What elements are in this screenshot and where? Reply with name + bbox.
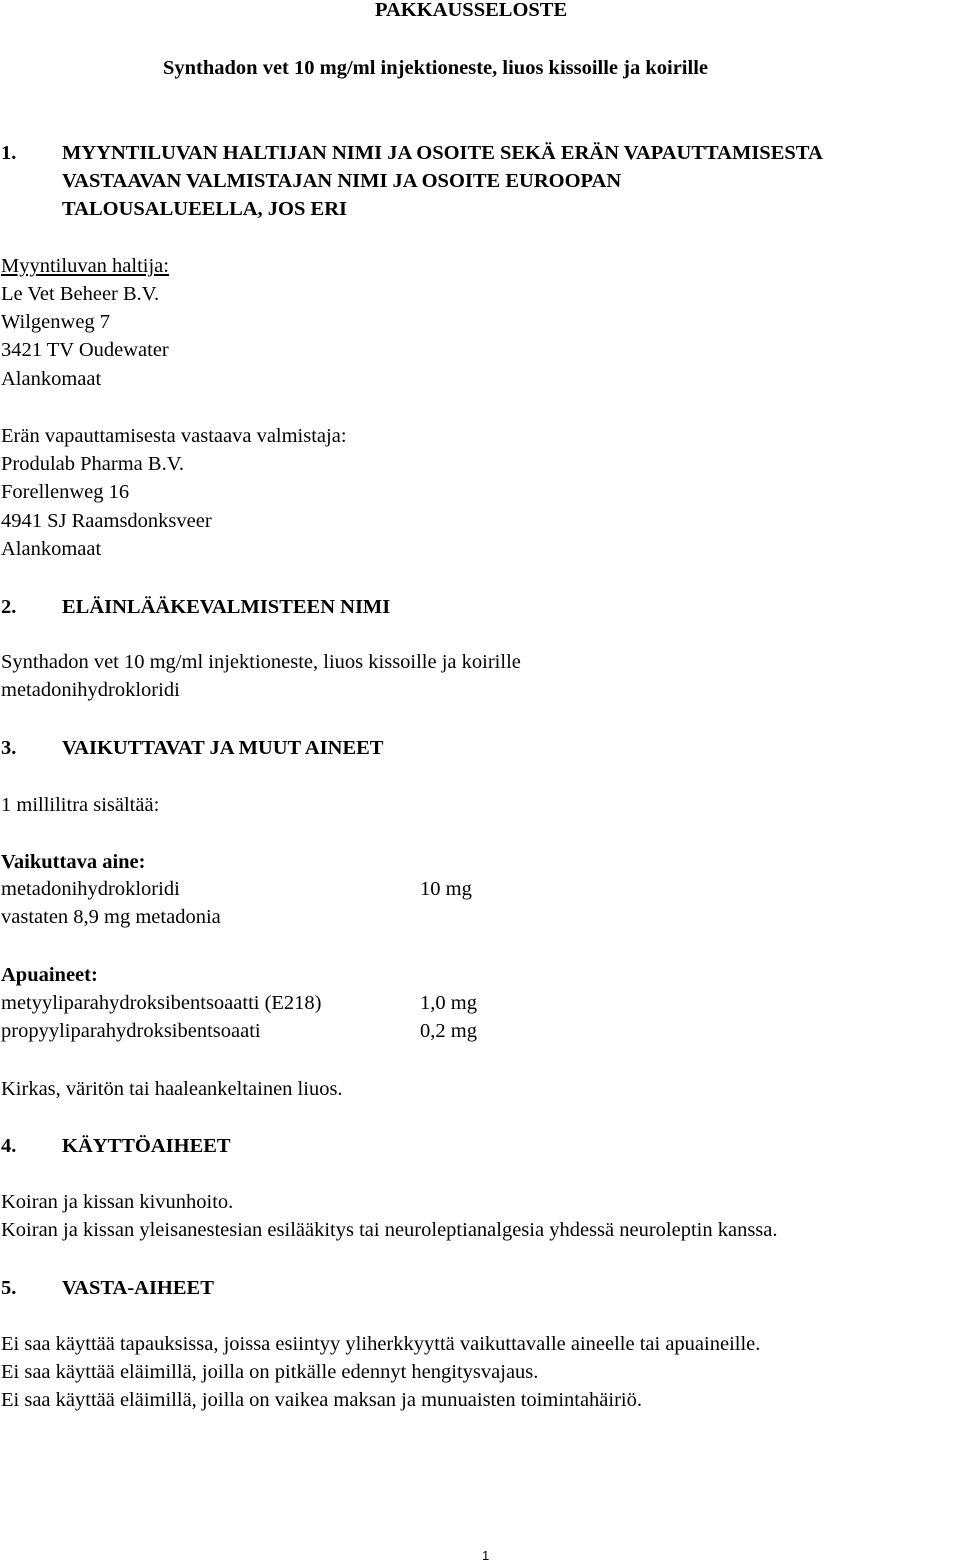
section-3-number: 3. bbox=[1, 737, 17, 759]
document-title: PAKKAUSSELOSTE bbox=[375, 0, 568, 21]
holder-label: Myyntiluvan haltija: bbox=[1, 255, 169, 277]
section-1-number: 1. bbox=[1, 142, 17, 164]
holder-line-name: Le Vet Beheer B.V. bbox=[1, 283, 160, 305]
manufacturer-line-country: Alankomaat bbox=[1, 538, 102, 560]
excipient-amount: 0,2 mg bbox=[420, 1020, 477, 1042]
active-substance-name: metadonihydrokloridi bbox=[1, 878, 180, 900]
contraindication-line: Ei saa käyttää eläimillä, joilla on vaikea maksan ja munuaisten toimintahäiriö. bbox=[1, 1389, 642, 1411]
holder-line-city: 3421 TV Oudewater bbox=[1, 339, 169, 361]
excipients-label: Apuaineet: bbox=[1, 964, 98, 986]
indication-line: Koiran ja kissan yleisanestesian esilääkitys tai neuroleptianalgesia yhdessä neuroleptin kanssa. bbox=[1, 1219, 778, 1241]
active-substance-equivalent: vastaten 8,9 mg metadonia bbox=[1, 906, 221, 928]
indication-line: Koiran ja kissan kivunhoito. bbox=[1, 1191, 234, 1213]
excipient-name: propyyliparahydroksibentsoaati bbox=[1, 1020, 261, 1042]
excipient-name: metyyliparahydroksibentsoaatti (E218) bbox=[1, 992, 322, 1014]
holder-line-country: Alankomaat bbox=[1, 368, 102, 390]
section-1-heading-line-3: TALOUSALUEELLA, JOS ERI bbox=[62, 198, 347, 220]
section-2-heading: ELÄINLÄÄKEVALMISTEEN NIMI bbox=[62, 596, 391, 618]
active-substance-label: Vaikuttava aine: bbox=[1, 851, 146, 873]
contraindication-line: Ei saa käyttää eläimillä, joilla on pitkälle edennyt hengitysvajaus. bbox=[1, 1361, 539, 1383]
manufacturer-line-city: 4941 SJ Raamsdonksveer bbox=[1, 510, 212, 532]
section-1-heading-line-2: VASTAAVAN VALMISTAJAN NIMI JA OSOITE EUROOPAN bbox=[62, 170, 622, 192]
section-2-number: 2. bbox=[1, 596, 17, 618]
holder-line-street: Wilgenweg 7 bbox=[1, 311, 111, 333]
contraindication-line: Ei saa käyttää tapauksissa, joissa esiintyy yliherkkyyttä vaikuttavalle aineelle tai apuaineille. bbox=[1, 1333, 761, 1355]
section-1-heading-line-1: MYYNTILUVAN HALTIJAN NIMI JA OSOITE SEKÄ ERÄN VAPAUTTAMISESTA bbox=[62, 142, 823, 164]
section-5-number: 5. bbox=[1, 1277, 17, 1299]
manufacturer-line-street: Forellenweg 16 bbox=[1, 481, 130, 503]
section-4-heading: KÄYTTÖAIHEET bbox=[62, 1135, 231, 1157]
composition-intro: 1 millilitra sisältää: bbox=[1, 794, 160, 816]
section-4-number: 4. bbox=[1, 1135, 17, 1157]
manufacturer-label: Erän vapauttamisesta vastaava valmistaja: bbox=[1, 425, 347, 447]
section-2-line-substance: metadonihydrokloridi bbox=[1, 679, 180, 701]
section-3-heading: VAIKUTTAVAT JA MUUT AINEET bbox=[62, 737, 384, 759]
page-number: 1 bbox=[482, 1548, 490, 1563]
manufacturer-line-name: Produlab Pharma B.V. bbox=[1, 453, 184, 475]
section-2-line-product: Synthadon vet 10 mg/ml injektioneste, liuos kissoille ja koirille bbox=[1, 651, 521, 673]
excipient-amount: 1,0 mg bbox=[420, 992, 477, 1014]
section-5-heading: VASTA-AIHEET bbox=[62, 1277, 214, 1299]
active-substance-amount: 10 mg bbox=[420, 878, 472, 900]
product-heading: Synthadon vet 10 mg/ml injektioneste, liuos kissoille ja koirille bbox=[163, 57, 708, 79]
appearance-text: Kirkas, väritön tai haaleankeltainen liuos. bbox=[1, 1078, 343, 1100]
